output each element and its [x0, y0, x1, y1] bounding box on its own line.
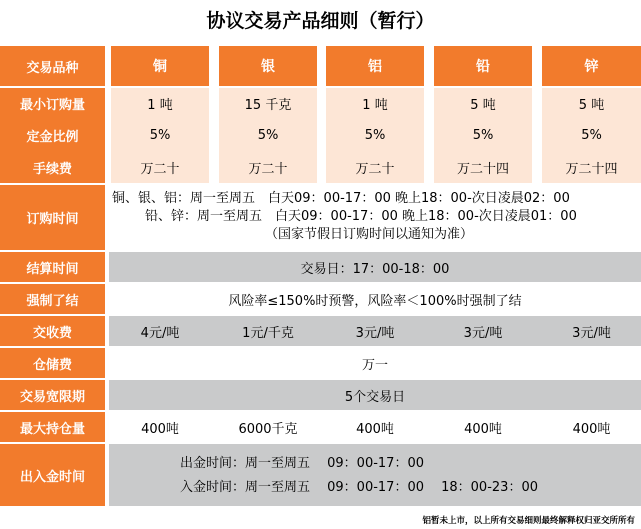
force-close-value: 风险率≤150%时预警，风险率＜100%时强制了结 — [228, 293, 522, 309]
row-label-delivery-fee: 交收费 — [0, 316, 105, 346]
table-row-deposit — [0, 119, 641, 151]
table-row-min-qty — [0, 88, 641, 119]
max-position-zinc: 400吨 — [572, 421, 611, 437]
delivery-fee-aluminium: 3元/吨 — [355, 325, 395, 341]
row-label-min-qty: 最小订购量 — [0, 88, 105, 119]
row-label-max-position: 最大持仓量 — [0, 412, 105, 442]
min-qty-silver: 15 千克 — [219, 88, 317, 119]
fee-lead: 万二十四 — [434, 151, 532, 183]
table-row-order-time — [0, 185, 641, 250]
table-row-delivery-fee — [0, 316, 641, 346]
order-time-note: （国家节假日订购时间以通知为准） — [265, 227, 474, 242]
row-label-grace-period: 交易宽限期 — [0, 380, 105, 410]
max-position-copper: 400吨 — [141, 421, 179, 437]
row-label-storage-fee: 仓储费 — [0, 348, 105, 378]
storage-fee-value: 万一 — [361, 357, 388, 373]
max-position-lead: 400吨 — [464, 421, 502, 437]
deposit-silver: 5% — [219, 119, 317, 151]
row-label-deposit: 定金比例 — [0, 119, 105, 151]
deposit-time: 入金时间：周一至周五 09：00-17：00 18：00-23：00 — [180, 480, 538, 495]
table-row-max-position — [0, 412, 641, 442]
delivery-fee-zinc: 3元/吨 — [572, 325, 611, 341]
product-lead: 铅 — [434, 46, 532, 86]
fee-zinc: 万二十四 — [542, 151, 641, 183]
max-position-silver: 6000千克 — [238, 421, 298, 437]
product-aluminium: 铝 — [326, 46, 424, 86]
min-qty-lead: 5 吨 — [434, 88, 532, 119]
fund-time-band — [109, 444, 641, 506]
deposit-copper: 5% — [111, 119, 209, 151]
table-row-storage-fee — [0, 348, 641, 378]
product-zinc: 锌 — [542, 46, 641, 86]
table-row-fee — [0, 151, 641, 183]
grace-period-value: 5个交易日 — [109, 380, 641, 410]
delivery-fee-lead: 3元/吨 — [463, 325, 503, 341]
fee-silver: 万二十 — [219, 151, 317, 183]
withdraw-time: 出金时间：周一至周五 09：00-17：00 — [180, 456, 424, 471]
fee-copper: 万二十 — [111, 151, 209, 183]
row-label-product: 交易品种 — [0, 46, 105, 86]
product-copy: 铜 — [111, 46, 209, 86]
min-qty-copper: 1 吨 — [111, 88, 209, 119]
max-position-aluminium: 400吨 — [356, 421, 394, 437]
table-row-header — [0, 46, 641, 86]
table-row-force-close — [0, 284, 641, 314]
footnote: 铝暂未上市，以上所有交易细则最终解释权归亚交所所有 — [422, 516, 635, 526]
fee-aluminium: 万二十 — [326, 151, 424, 183]
row-label-force-close: 强制了结 — [0, 284, 105, 314]
deposit-lead: 5% — [434, 119, 532, 151]
table-row-fund-time — [0, 444, 641, 506]
table-row-grace-period — [0, 380, 641, 410]
delivery-fee-silver: 1元/千克 — [242, 325, 294, 341]
row-label-order-time: 订购时间 — [0, 185, 105, 250]
table-row-settle-time — [0, 252, 641, 282]
page-title: 协议交易产品细则（暂行） — [206, 10, 435, 32]
deposit-zinc: 5% — [542, 119, 641, 151]
delivery-fee-copper: 4元/吨 — [140, 325, 180, 341]
row-label-settle-time: 结算时间 — [0, 252, 105, 282]
product-silver: 银 — [219, 46, 317, 86]
row-label-fund-time: 出入金时间 — [0, 444, 105, 506]
order-time-line-1: 铜、银、铝：周一至周五 白天09：00-17：00 晚上18：00-次日凌晨02：00 — [112, 191, 570, 206]
min-qty-zinc: 5 吨 — [542, 88, 641, 119]
min-qty-aluminium: 1 吨 — [326, 88, 424, 119]
row-label-fee: 手续费 — [0, 151, 105, 183]
deposit-aluminium: 5% — [326, 119, 424, 151]
order-time-line-2: 铅、锌：周一至周五 白天09：00-17：00 晚上18：00-次日凌晨01：00 — [145, 209, 577, 224]
settle-time-value: 交易日：17：00-18：00 — [109, 252, 641, 282]
